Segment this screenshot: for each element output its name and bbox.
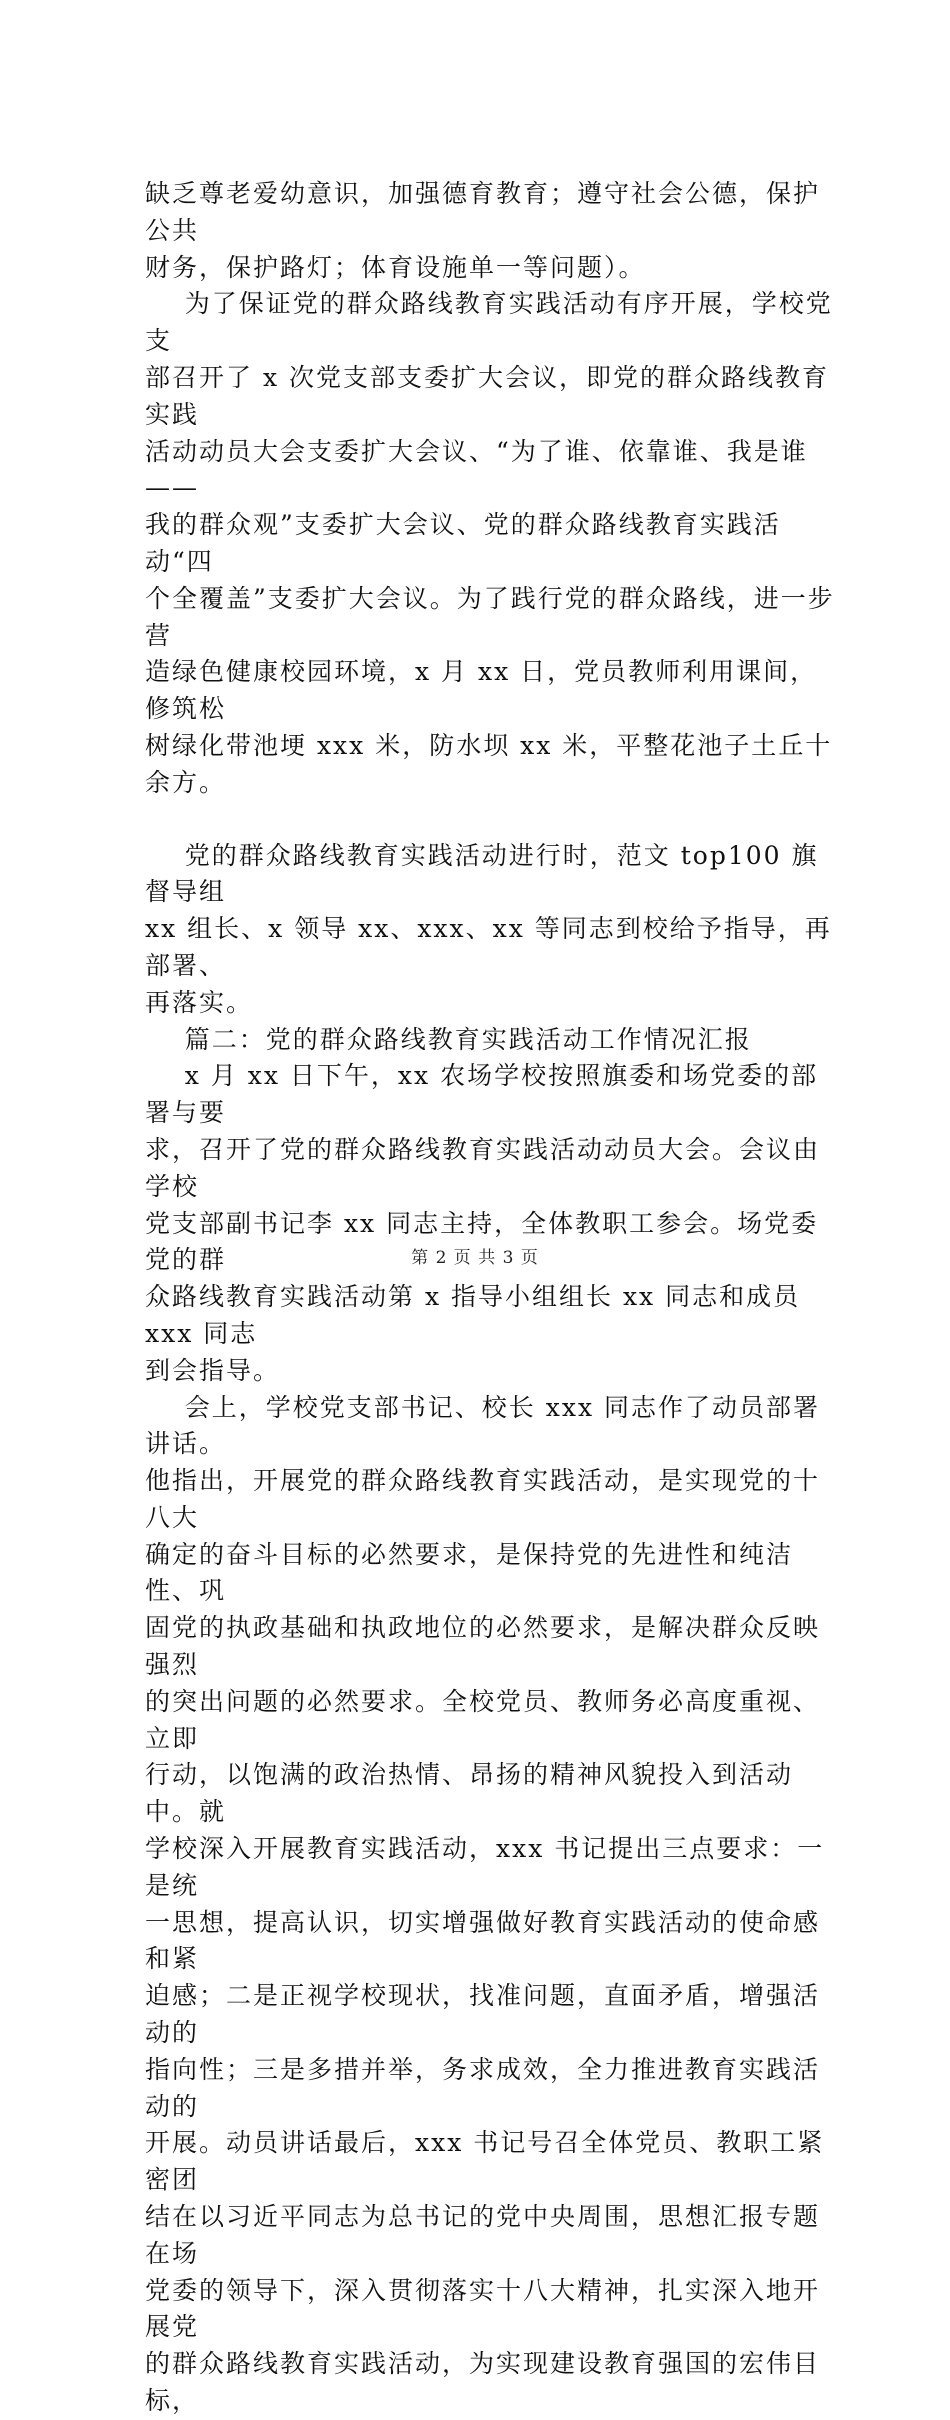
paragraph-inspection: 党的群众路线教育实践活动进行时，范文 top100 旗督导组 xx 组长、x 领导 xx、xxx、xx 等同志到校给予指导，再部署、 再落实。 [145, 840, 832, 1017]
paragraph-speech: 会上，学校党支部书记、校长 xxx 同志作了动员部署讲话。 他指出，开展党的群众路线教育实践活动，是实现党的十八大 确定的奋斗目标的必然要求，是保持党的先进性和纯洁性、巩 固党的执政基础和执政地位的必然要求，是解决群众反映强烈 的突出问题的必然要求。全校党员、教师务必高度重视、立即 行动，以饱满的政治热情、昂扬的精神风貌投入到活动中。就 学校深入开展教育实践活动，xxx 书记提出三点要求：一是统 一思想，提高认识，切实增强做好教育实践活动的使命感和紧 迫感；二是正视学校现状，找准问题，直面矛盾，增强活动的 指向性；三是多措并举，务求成效，全力推进教育实践活动的 开展。动员讲话最后，xxx 书记号召全体党员、教职工紧密团 结在以习近平同志为总书记的党中央周围，思想汇报专题在场 党委的领导下，深入贯彻落实十八大精神，扎实深入地开展党 的群众路线教育实践活动，为实现建设教育强国的宏伟目标， [145, 1392, 825, 2416]
page-footer: 第 2 页 共 3 页 [411, 1248, 539, 1268]
paragraph-continuation: 缺乏尊老爱幼意识，加强德育教育；遵守社会公德，保护公共 财务，保护路灯；体育设施单一等问题）。 [145, 179, 821, 282]
paragraph-meetings: 为了保证党的群众路线教育实践活动有序开展，学校党支 部召开了 x 次党支部支委扩大会议，即党的群众路线教育实践 活动动员大会支委扩大会议、“为了谁、依靠谁、我是谁—— 我的群众观”支委扩大会议、党的群众路线教育实践活动“四 个全覆盖”支委扩大会议。为了践行党的群众路线，进一步营 造绿色健康校园环境，x 月 xx 日，党员教师利用课间，修筑松 树绿化带池埂 xxx 米，防水坝 xx 米，平整花池子土丘十余方。 [145, 289, 835, 797]
paragraph-mobilization: x 月 xx 日下午，xx 农场学校按照旗委和场党委的部署与要 求，召开了党的群众路线教育实践活动动员大会。会议由学校 党支部副书记李 xx 同志主持，全体教职工参会。场党委党的群 众路线教育实践活动第 x 指导小组组长 xx 同志和成员 xxx 同志 到会指导。 [145, 1061, 821, 1385]
section-heading: 篇二：党的群众路线教育实践活动工作情况汇报 [145, 1024, 752, 1054]
paragraph-spacer [145, 802, 835, 838]
document-body [145, 176, 835, 2420]
